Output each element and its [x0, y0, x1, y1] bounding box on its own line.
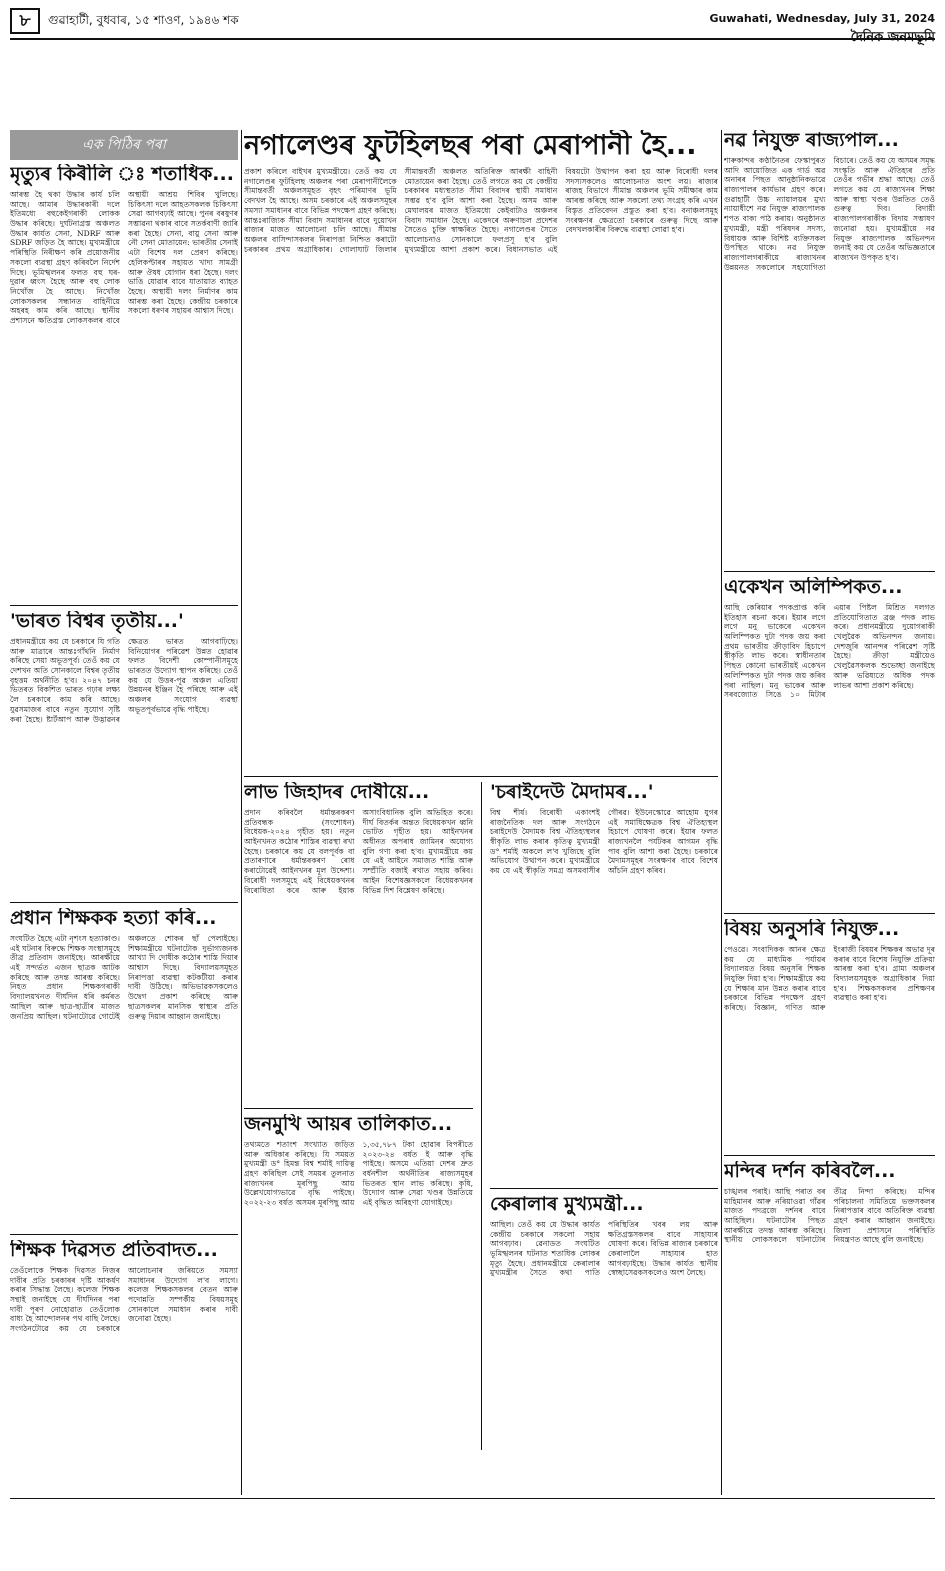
divider [724, 1155, 935, 1156]
story-body: তথ্যমতে শতাংশ সংখ্যাত জড়িত আৰু অধিকাৰ কৰিছে। যি সময়ত মুখ্যমন্ত্ৰী ড° হিমন্ত বিশ্ব শৰ্মাই দায়িত্ব গ্ৰহণ কৰিছিল সেই সময়ৰ তুলনাত ৰাজ্যখনৰ মূৰপিছু আয় উল্লেখযোগ্যভাৱে বৃদ্ধি পাইছে। ২০২২-২৩ বৰ্ষত অসমৰ মূৰপিছু আয় ১,৩৫,৭৮৭ টকা হোৱাৰ বিপৰীতে ২০২৩-২৪ বৰ্ষত ই আৰু বৃদ্ধি পাইছে। অসমে এতিয়া দেশৰ দ্ৰুত বৰ্ধনশীল অৰ্থনীতিৰ ৰাজ্যসমূহৰ ভিতৰত স্থান লাভ কৰিছে। কৃষি, উদ্যোগ আৰু সেৱা খণ্ডৰ উন্নতিয়ে এই বৃদ্ধিত অৰিহণা যোগাইছে। [244, 1139, 473, 1208]
story-body: তেওঁলোকে শিক্ষক দিৱসত নিজৰ দাবীৰ প্ৰতি চৰকাৰৰ দৃষ্টি আকৰ্ষণ কৰাৰ সিদ্ধান্ত লৈছে। কলেজ শিক্ষক সন্থাই জনাইছে যে দীৰ্ঘদিনৰ পৰা দাবী পূৰণ নোহোৱাত তেওঁলোক বাধ্য হৈ আন্দোলনৰ পথ বাছি লৈছে। সংগঠনটোৱে কয় যে চৰকাৰে আলোচনাৰ জৰিয়তে সমস্যা সমাধানৰ উদ্যোগ ল'ব লাগে। কলেজ শিক্ষকসকলৰ বেতন আৰু পদোন্নতি সম্পৰ্কীয় বিষয়সমূহ সোনকালে সমাধান কৰাৰ দাবী জনোৱা হৈছে। [10, 1265, 238, 1334]
story-body: প্ৰদান কৰিবলৈ ধৰ্মান্তৰকৰণ প্ৰতিবন্ধক (সংশোধন) বিধেয়ক-২০২৪ গৃহীত হয়। নতুন আইনখনত কঠোৰ শাস্তিৰ ব্যৱস্থা ৰখা হৈছে। চৰকাৰে কয় যে বলপূৰ্বক বা প্ৰতাৰণাৰে ধৰ্মান্তৰকৰণ ৰোধ কৰাটোৱেই আইনখনৰ মূল উদ্দেশ্য। বিৰোধী দলসমূহে এই বিধেয়কখনৰ বিৰোধিতা কৰে আৰু ইয়াক অসাংবিধানিক বুলি অভিহিত কৰে। দীৰ্ঘ বিতৰ্কৰ অন্তত বিধেয়কখন ধ্বনি ভোটত গৃহীত হয়। আইনখনৰ অধীনত অপৰাধ জামিনৰ অযোগ্য বুলি গণ্য কৰা হ'ব। মুখ্যমন্ত্ৰীয়ে কয় যে এই আইনে সমাজত শান্তি আৰু সম্প্ৰীতি বজাই ৰখাত সহায় কৰিব। আইন বিশেষজ্ঞসকলে বিধেয়কখনৰ বিভিন্ন দিশ বিশ্লেষণ কৰিছে। [244, 807, 473, 895]
story-per-capita-income[interactable] [244, 1114, 473, 1444]
divider [244, 1108, 473, 1109]
divider [10, 902, 238, 903]
footer-rule [10, 1498, 935, 1499]
story-nagaland[interactable] [244, 130, 718, 770]
story-love-jihad[interactable] [244, 782, 473, 1102]
story-body: আৰম্ভ হৈ থকা উদ্ধাৰ কাৰ্য চলি আছে। আমাৰ উদ্ধাৰকাৰী দলে ইতিমধ্যে বহুকেইগৰাকী লোকক উদ্ধাৰ কৰিছে। দুৰ্ঘটনাগ্ৰস্ত অঞ্চলত উদ্ধাৰ কাৰ্যত সেনা, NDRF আৰু SDRF জড়িত হৈ আছে। মুখ্যমন্ত্ৰীয়ে পৰিস্থিতি নিৰীক্ষণ কৰি প্ৰয়োজনীয় সকলো ব্যৱস্থা গ্ৰহণ কৰিবলৈ নিৰ্দেশ দিছে। ভূমিস্খলনৰ ফলত বহু ঘৰ-দুৱাৰ ধ্বংস হৈছে আৰু বহু লোক নিখোঁজ হৈ আছে। নিখোঁজ লোকসকলৰ সন্ধানত বাহিনীয়ে অহৰহ কাম কৰি আছে। স্থানীয় প্ৰশাসনে ক্ষতিগ্ৰস্ত লোকসকলৰ বাবে অস্থায়ী আশ্ৰয় শিবিৰ খুলিছে। চিকিৎসা দলে আহতসকলক চিকিৎসা সেৱা আগবঢ়াই আছে। পুনৰ বৰষুণৰ সম্ভাৱনা থকাৰ বাবে সতৰ্কবাণী জাৰি কৰা হৈছে। সেনা, বায়ু সেনা আৰু নৌ সেনা মোতায়েন: ভাৰতীয় সেনাই এটা বিশেষ দল প্ৰেৰণ কৰিছে। হেলিকপ্টাৰৰ সহায়ত খাদ্য সামগ্ৰী আৰু ঔষধ যোগান ধৰা হৈছে। দলং ভাঙি যোৱাৰ বাবে যাতায়াত ব্যাহত হৈছে। অস্থায়ী দলং নিৰ্মাণৰ কাম আৰম্ভ কৰা হৈছে। কেন্দ্ৰীয় চৰকাৰে সকলো ধৰণৰ সহায়ৰ আশ্বাস দিছে। [10, 189, 238, 326]
story-headline: 'চৰাইদেউ মৈদামৰ...' [489, 782, 654, 803]
section-tag: এক পিঠিৰ পৰা [10, 130, 238, 160]
story-body: বিশ্ব শীৰ্ষ। বিৰোধী একাংশই ৰাজনৈতিক দল আৰু সংগঠনে চৰাইদেউ মৈদামক বিশ্ব ঐতিহ্যস্থলৰ স্বীকৃতি লাভ কৰাৰ কৃতিত্ব মুখ্যমন্ত্ৰী ড° শৰ্মাই অকলে ল'ব খুজিছে বুলি অভিযোগ উত্থাপন কৰে। মুখ্যমন্ত্ৰীয়ে কয় যে এই স্বীকৃতি সমগ্ৰ অসমবাসীৰ গৌৰৱ। ইউনেস্কোৱে আহোম যুগৰ এই সমাধিক্ষেত্ৰক বিশ্ব ঐতিহ্যস্থল হিচাপে ঘোষণা কৰে। ইয়াৰ ফলত ৰাজ্যখনলৈ পৰ্যটকৰ আগমন বৃদ্ধি পাব বুলি আশা কৰা হৈছে। চৰকাৰে মৈদামসমূহৰ সংৰক্ষণৰ বাবে বিশেষ আঁচনি গ্ৰহণ কৰিব। [489, 807, 718, 876]
story-headline: বিষয় অনুসৰি নিযুক্ত... [724, 919, 900, 940]
story-death-toll[interactable] [10, 164, 238, 599]
story-headline: শিক্ষক দিৱসত প্ৰতিবাদত... [10, 1240, 218, 1261]
dateline-english: Guwahati, Wednesday, July 31, 2024 [709, 12, 935, 25]
story-headline: নগালেণ্ডৰ ফুটহিলছৰ পৰা মেৰাপানী হৈ... [244, 130, 697, 161]
story-headline: মৃত্যুৰ কিৰীলি ঃ শতাধিক... [10, 164, 234, 185]
story-body: পেওৱে। সংবাদিকক আনৰ ক্ষেত্ৰ কয় যে মাধ্যমিক পৰ্যায়ৰ বিদ্যালয়ত বিষয় অনুসৰি শিক্ষক নিযুক্তি দিয়া হ'ব। শিক্ষামন্ত্ৰীয়ে কয় যে শিক্ষাৰ মান উন্নত কৰাৰ বাবে চৰকাৰে বিভিন্ন পদক্ষেপ গ্ৰহণ কৰিছে। বিজ্ঞান, গণিত আৰু ইংৰাজী বিষয়ৰ শিক্ষকৰ অভাৱ দূৰ কৰাৰ বাবে বিশেষ নিযুক্তি প্ৰক্ৰিয়া আৰম্ভ কৰা হ'ব। গ্ৰাম্য অঞ্চলৰ বিদ্যালয়সমূহক অগ্ৰাধিকাৰ দিয়া হ'ব। শিক্ষকসকলৰ প্ৰশিক্ষণৰ ব্যৱস্থাও কৰা হ'ব। [724, 944, 935, 1013]
story-body: চাঙ্খলৰ পৰাই। আছি পৰাত বৰ মাহিমানৰ আৰু নৰিয়াওৱা গাঁৱৰ মাজত পদব্ৰজে দৰ্শনৰ বাবে আহিছিল। ঘটনাটোৰ পিছত আৰক্ষীয়ে তদন্ত আৰম্ভ কৰিছে। স্থানীয় লোকসকলে ঘটনাটোৰ তীব্ৰ নিন্দা কৰিছে। মন্দিৰ পৰিচালনা সমিতিয়ে ভক্তসকলৰ নিৰাপত্তাৰ বাবে অতিৰিক্ত ব্যৱস্থা গ্ৰহণ কৰাৰ আহ্বান জনাইছে। জিলা প্ৰশাসনে পৰিস্থিতি নিয়ন্ত্ৰণত আছে বুলি জনাইছে। [724, 1186, 935, 1245]
story-charaideo[interactable] [490, 782, 718, 1182]
column-divider [481, 782, 482, 1450]
story-body: প্ৰধানমন্ত্ৰীয়ে কয় যে চৰকাৰে যি গতি আৰু মাত্ৰাৰে আন্তঃগাঁথনি নিৰ্মাণ কৰিছে সেয়া অভূতপূৰ্ব। তেওঁ কয় যে দেশখন অতি সোনকালে বিশ্বৰ তৃতীয় বৃহত্তম অৰ্থনীতি হ'ব। ২০৪৭ চনৰ ভিতৰত বিকশিত ভাৰত গঢ়াৰ লক্ষ্য লৈ চৰকাৰে কাম কৰি আছে। যুৱসমাজৰ বাবে নতুন সুযোগ সৃষ্টি কৰা হৈছে। ষ্টাৰ্টআপ আৰু উদ্ভাৱনৰ ক্ষেত্ৰত ভাৰত আগবাঢ়িছে। বিনিয়োগৰ পৰিৱেশ উন্নত হোৱাৰ ফলত বিদেশী কোম্পানীসমূহে ভাৰতত উদ্যোগ স্থাপন কৰিছে। তেওঁ কয় যে উত্তৰ-পূৱ অঞ্চল এতিয়া উন্নয়নৰ ইঞ্জিন হৈ পৰিছে আৰু এই অঞ্চলৰ সংযোগ ব্যৱস্থা অভূতপূৰ্বভাৱে বৃদ্ধি পাইছে। [10, 636, 238, 724]
story-headline: প্ৰধান শিক্ষকক হত্যা কৰি... [10, 908, 217, 929]
left-column [10, 130, 238, 1476]
story-olympics[interactable] [724, 577, 935, 907]
divider [724, 913, 935, 914]
divider [490, 1188, 718, 1189]
story-body: আছিল। তেওঁ কয় যে উদ্ধাৰ কাৰ্যত কেন্দ্ৰীয় চৰকাৰে সকলো সহায় আগবঢ়াব। ৱেনাডত সংঘটিত ভূমিস্খলনৰ ঘটনাত শতাধিক লোকৰ মৃত্যু হৈছে। প্ৰধানমন্ত্ৰীয়ে কেৰালাৰ মুখ্যমন্ত্ৰীৰ সৈতে কথা পাতি পৰিস্থিতিৰ খবৰ লয় আৰু ক্ষতিগ্ৰস্তসকলৰ বাবে সাহায্যৰ ঘোষণা কৰে। বিভিন্ন ৰাজ্যৰ চৰকাৰে কেৰালালৈ সাহায্যৰ হাত আগবঢ়াইছে। উদ্ধাৰ কাৰ্যত স্থানীয় স্বেচ্ছাসেৱকসকলেও অংশ লৈছে। [489, 1219, 718, 1278]
story-headline: লাভ জিহাদৰ দোষীয়ে... [244, 782, 430, 803]
story-headline: 'ভাৰত বিশ্বৰ তৃতীয়...' [10, 611, 184, 632]
divider [724, 571, 935, 572]
story-headline: কেৰালাৰ মুখ্যমন্ত্ৰী... [489, 1194, 644, 1215]
story-headmaster[interactable] [10, 908, 238, 1228]
story-body: শাৰুকান্দৰ কণ্ঠানৈতৰ ফেস্কাপুৰত আদি আয়োজিত এক গাৰ্ড অৱ অনাৰৰ পিছত আনুষ্ঠানিকভাৱে ৰাজ্যপালৰ কাৰ্যভাৰ গ্ৰহণ কৰে। গুৱাহাটী উচ্চ ন্যায়ালয়ৰ মুখ্য ন্যায়াধীশে নৱ নিযুক্ত ৰাজ্যপালক শপত বাক্য পাঠ কৰায়। অনুষ্ঠানত মুখ্যমন্ত্ৰী, মন্ত্ৰী পৰিষদৰ সদস্য, বিধায়ক আৰু বিশিষ্ট ব্যক্তিসকল উপস্থিত থাকে। নৱ নিযুক্ত ৰাজ্যপালগৰাকীয়ে ৰাজ্যখনৰ উন্নয়নত সকলোৰে সহযোগিতা বিচাৰে। তেওঁ কয় যে অসমৰ সমৃদ্ধ সংস্কৃতি আৰু ঐতিহ্যৰ প্ৰতি তেওঁৰ গভীৰ শ্ৰদ্ধা আছে। তেওঁ লগতে কয় যে ৰাজ্যখনৰ শিক্ষা আৰু স্বাস্থ্য খণ্ডৰ উন্নতিত তেওঁ গুৰুত্ব দিব। বিদায়ী ৰাজ্যপালগৰাকীক বিদায় সম্ভাষণ জনোৱা হয়। মুখ্যমন্ত্ৰীয়ে নৱ নিযুক্ত ৰাজ্যপালক অভিনন্দন জনাই কয় যে তেওঁৰ অভিজ্ঞতাৰে ৰাজ্যখন উপকৃত হ'ব। [724, 155, 935, 272]
middle-lower [244, 782, 718, 1450]
masthead-rule [10, 38, 935, 40]
masthead [10, 8, 935, 126]
column-divider [241, 130, 242, 1495]
story-body: আছি কেৰিয়াৰ পদকপ্ৰাপ্ত কৰি ইতিহাস ৰচনা কৰে। ইয়াৰ লগে লগে মনু ভাকেৰে একেখন অলিম্পিকত দুটা পদক জয় কৰা প্ৰথম ভাৰতীয় ক্ৰীড়াবিদ হিচাপে স্বীকৃতি লাভ কৰে। স্বাধীনতাৰ পিছত কোনো ভাৰতীয়ই একেখন অলিম্পিকত দুটা পদক জয় কৰিব পৰা নাছিল। মনু ভাকেৰ আৰু সৰবজ্যোত সিঙে ১০ মিটাৰ এয়াৰ পিষ্টল মিশ্ৰিত দলগত প্ৰতিযোগিতাত ব্ৰঞ্জ পদক লাভ কৰে। প্ৰধানমন্ত্ৰীয়ে দুয়োগৰাকী খেলুৱৈক অভিনন্দন জনায়। দেশজুৰি আনন্দৰ পৰিৱেশ সৃষ্টি হৈছে। ক্ৰীড়া মন্ত্ৰীয়েও খেলুৱৈসকলক শুভেচ্ছা জনাইছে আৰু ভৱিষ্যতে অধিক পদক লাভৰ আশা প্ৰকাশ কৰিছে। [724, 602, 935, 700]
divider [10, 1234, 238, 1235]
right-column [724, 130, 935, 1487]
story-subject-teachers[interactable] [724, 919, 935, 1149]
middle-column [244, 130, 718, 1450]
dateline-assamese: গুৱাহাটী, বুধবাৰ, ১৫ শাওণ, ১৯৪৬ শক [48, 13, 239, 27]
story-temple-visit[interactable] [724, 1161, 935, 1481]
story-headline: নৱ নিযুক্ত ৰাজ্যপাল... [724, 130, 899, 151]
story-governor[interactable] [724, 130, 935, 565]
story-india-third[interactable] [10, 611, 238, 896]
page-number: ৮ [10, 8, 40, 34]
middle-lower-right [490, 782, 718, 1450]
story-teachers-day[interactable] [10, 1240, 238, 1470]
story-headline: জনমুখি আয়ৰ তালিকাত... [244, 1114, 453, 1135]
divider [10, 605, 238, 606]
story-kerala-cm[interactable] [490, 1194, 718, 1444]
story-body: সংঘটিত হৈছে এটা নৃশংস হত্যাকাণ্ড। এই ঘটনাৰ বিৰুদ্ধে শিক্ষক সংস্থাসমূহে তীব্ৰ প্ৰতিবাদ জনাইছে। আৰক্ষীয়ে এই সন্দৰ্ভত এজন ছাত্ৰক আটক কৰিছে আৰু তদন্ত আৰম্ভ কৰিছে। নিহত প্ৰধান শিক্ষকগৰাকী বিদ্যালয়খনত দীৰ্ঘদিন ধৰি কৰ্মৰত আছিল আৰু ছাত্ৰ-ছাত্ৰীৰ মাজত জনপ্ৰিয় আছিল। ঘটনাটোৱে গোটেই অঞ্চলতে শোকৰ ছাঁ পেলাইছে। শিক্ষামন্ত্ৰীয়ে ঘটনাটোক দুৰ্ভাগ্যজনক আখ্যা দি দোষীক কঠোৰ শাস্তি দিয়াৰ আশ্বাস দিছে। বিদ্যালয়সমূহত নিৰাপত্তা ব্যৱস্থা কটকটীয়া কৰাৰ দাবী উঠিছে। অভিভাৱকসকলেও উদ্বেগ প্ৰকাশ কৰিছে আৰু ছাত্ৰসকলৰ মানসিক স্বাস্থ্যৰ প্ৰতি গুৰুত্ব দিয়াৰ আহ্বান জনাইছে। [10, 933, 238, 1021]
column-divider [721, 130, 722, 1495]
story-headline: মন্দিৰ দৰ্শন কৰিবলৈ... [724, 1161, 896, 1182]
divider [244, 776, 718, 777]
story-body: প্ৰকাশ কৰিলে বাইখৰ মুখ্যমন্ত্ৰীয়ে। তেওঁ কয় যে নগালেণ্ডৰ ফুটহিলছ অঞ্চলৰ পৰা মেৰাপানীলৈকে সীমান্তবৰ্তী অঞ্চলসমূহত বৃহৎ পৰিমাণৰ ভূমি বেদখল হৈ আছে। অসম চৰকাৰে এই অঞ্চলসমূহৰ সমস্যা সমাধানৰ বাবে বিভিন্ন পদক্ষেপ গ্ৰহণ কৰিছে। আন্তঃৰাজ্যিক সীমা বিবাদ সমাধানৰ বাবে দুয়োখন ৰাজ্যৰ মাজত আলোচনা চলি আছে। সীমান্ত অঞ্চলৰ বাসিন্দাসকলৰ নিৰাপত্তা নিশ্চিত কৰাটো চৰকাৰৰ প্ৰথম অগ্ৰাধিকাৰ। গোলাঘাট জিলাৰ সীমান্তবৰ্তী অঞ্চলত অতিৰিক্ত আৰক্ষী বাহিনী মোতায়েন কৰা হৈছে। তেওঁ লগতে কয় যে কেন্দ্ৰীয় চৰকাৰৰ মধ্যস্থতাত সীমা বিবাদৰ স্থায়ী সমাধান সম্ভৱ হ'ব বুলি আশা কৰা হৈছে। অসম আৰু মেঘালয়ৰ মাজত ইতিমধ্যে কেইবাটাও অঞ্চলৰ বিবাদ সমাধান হৈছে। একেদৰে অৰুণাচল প্ৰদেশৰ সৈতেও চুক্তি স্বাক্ষৰিত হৈছে। নগালেণ্ডৰ সৈতে আলোচনাও সোনকালে ফলপ্ৰসূ হ'ব বুলি মুখ্যমন্ত্ৰীয়ে আশা প্ৰকাশ কৰে। বিধানসভাত এই বিষয়টো উত্থাপন কৰা হয় আৰু বিৰোধী দলৰ সদস্যসকলেও আলোচনাত অংশ লয়। ৰাজ্যৰ ৰাজহ বিভাগে সীমান্ত অঞ্চলৰ ভূমি সমীক্ষাৰ কাম আৰম্ভ কৰিছে আৰু সকলো তথ্য সংগ্ৰহ কৰি এখন বিস্তৃত প্ৰতিবেদন প্ৰস্তুত কৰা হ'ব। বনাঞ্চলসমূহ সংৰক্ষণৰ ক্ষেত্ৰতো চৰকাৰে গুৰুত্ব দিছে আৰু বেদখলকাৰীৰ বিৰুদ্ধে ব্যৱস্থা লোৱা হ'ব। [244, 167, 718, 254]
story-headline: একেখন অলিম্পিকত... [724, 577, 903, 598]
middle-lower-left [244, 782, 473, 1450]
